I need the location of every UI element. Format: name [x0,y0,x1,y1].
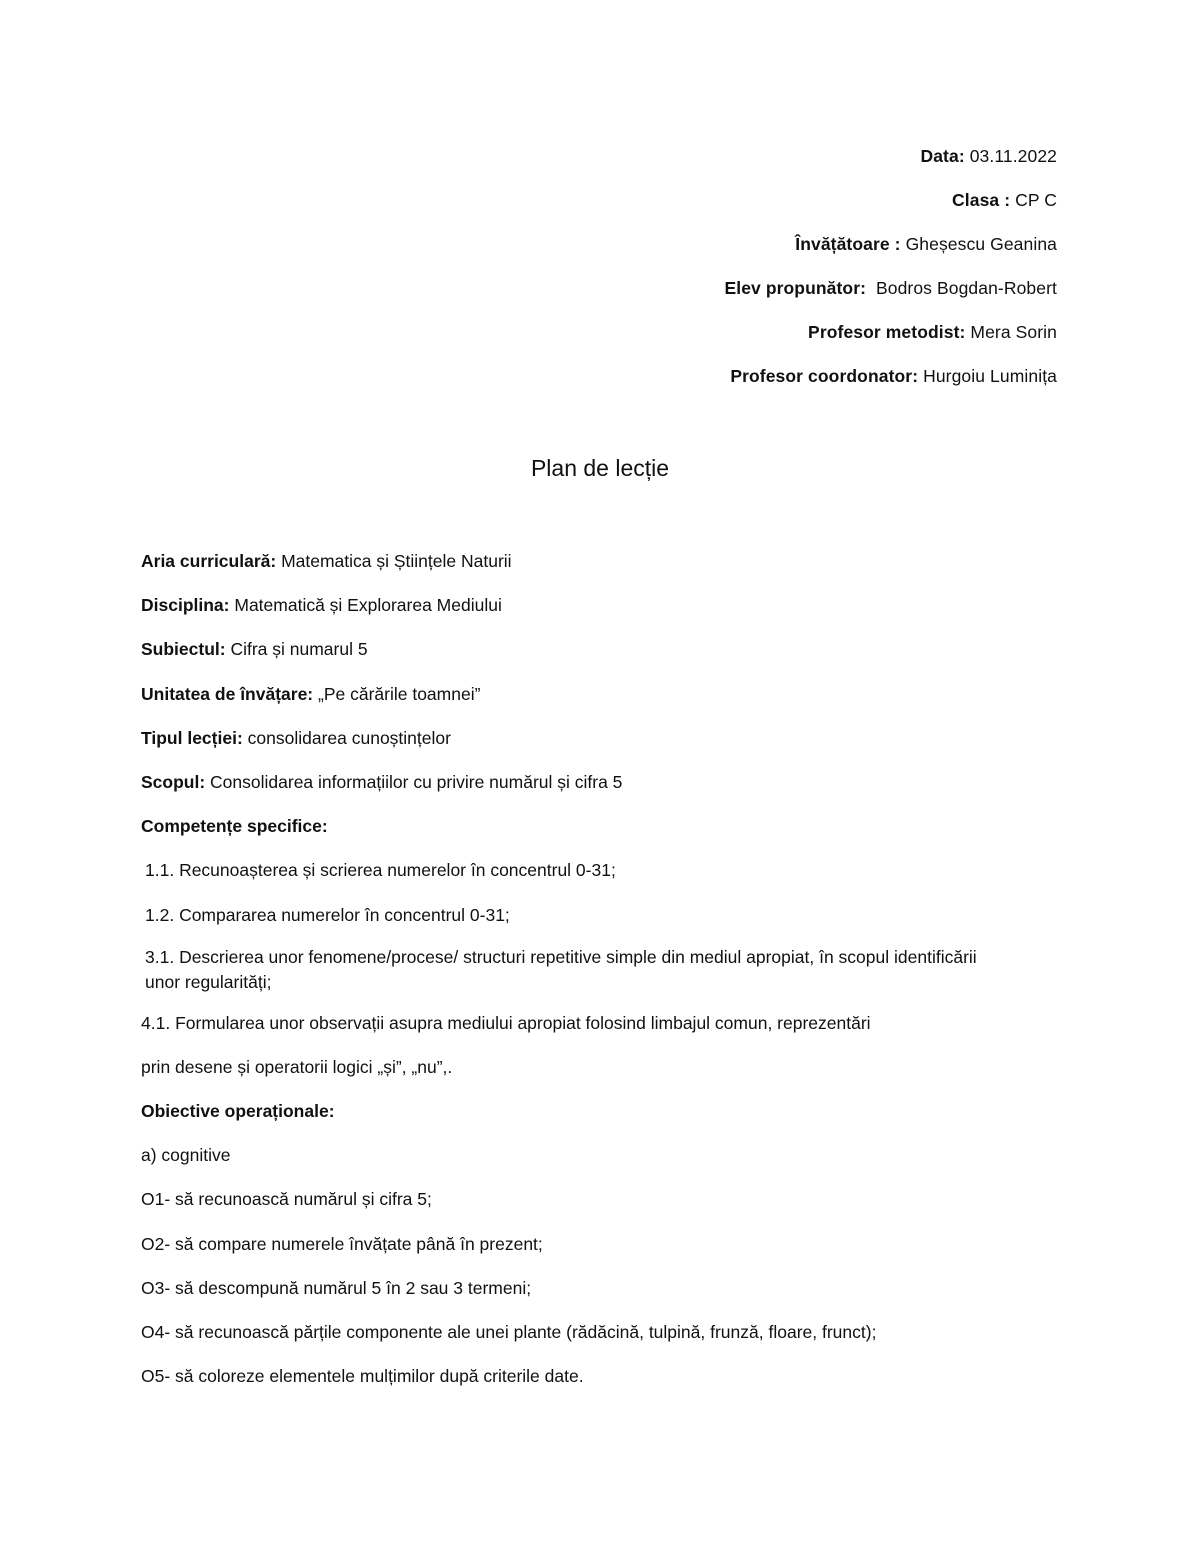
class-value: CP C [1010,190,1057,210]
objective-text: - să recunoască numărul și cifra 5; [164,1189,432,1210]
objective-text: - să recunoască părțile componente ale unei plante (rădăcină, tulpină, frunză, floare, frunct); [164,1322,877,1342]
lesson-type-value: consolidarea cunoștințelor [242,727,451,748]
objectives-heading: Obiective operaționale: [141,1101,335,1122]
methodist-label: Profesor metodist: [808,322,966,342]
coordinator-line [724,362,1057,390]
objective-item [141,1274,1021,1302]
coordinator-label: Profesor coordonator: [730,366,919,386]
student-line [724,274,1057,302]
competence-text: Recunoașterea și scrierea numerelor în concentrul 0-31; [174,860,616,881]
discipline-value: Matematică și Explorarea Mediului [229,595,502,616]
document-title: Plan de lecție [530,455,670,481]
student-label: Elev propunător: [724,278,867,298]
objective-code: O3 [141,1277,165,1298]
objective-text: - să compare numerele învățate până în prezent; [164,1233,543,1254]
discipline-line [141,591,1021,619]
date-label: Data: [920,146,965,166]
date-value: 03.11.2022 [964,146,1057,166]
objective-code: O4 [141,1322,165,1342]
methodist-value: Mera Sorin [965,322,1057,342]
date-line [724,142,1057,170]
objective-text: - să descompună numărul 5 în 2 sau 3 termeni; [164,1277,532,1298]
competence-number: 3.1. [145,946,175,967]
objective-item [141,1318,1021,1346]
objective-item [141,1230,1021,1258]
objective-text: - să coloreze elementele mulțimilor după criterile date. [164,1366,584,1387]
objective-item [141,1185,1021,1213]
objective-code: O5 [141,1366,165,1387]
learning-unit-value: „Pe cărările toamnei” [313,683,481,704]
competence-item [141,901,1021,929]
curricular-area-line [141,547,1021,575]
discipline-label: Disciplina: [141,595,230,616]
competence-continuation: prin desene și operatorii logici „și”, „nu”,. [141,1056,453,1077]
competence-text: Descrierea unor fenomene/procese/ structuri repetitive simple din mediul apropiat, în scopul identificării unor regularități; [145,946,977,992]
lesson-details [141,547,1021,1406]
competence-number: 4.1. [141,1012,171,1033]
class-line [724,186,1057,214]
competence-text: Formularea unor observații asupra mediului apropiat folosind limbajul comun, reprezentări [170,1012,871,1033]
purpose-line [141,768,1021,796]
class-label: Clasa : [952,190,1011,210]
curricular-area-label: Aria curriculară: [141,551,277,571]
methodist-line [724,318,1057,346]
objective-code: O2 [141,1233,165,1254]
teacher-label: Învățătoare : [795,234,901,254]
objective-item [141,1362,1021,1390]
lesson-type-line [141,724,1021,752]
teacher-value: Gheșescu Geanina [900,234,1057,254]
subject-value: Cifra și numarul 5 [225,639,368,660]
competence-item [141,856,1021,884]
subject-label: Subiectul: [141,639,226,660]
competence-text: Compararea numerelor în concentrul 0-31; [174,904,510,925]
competence-number: 1.2. [145,904,175,925]
purpose-value: Consolidarea informațiilor cu privire numărul și cifra 5 [205,771,623,792]
objectives-subheading: a) cognitive [141,1145,231,1166]
learning-unit-line [141,680,1021,708]
teacher-line [724,230,1057,258]
objective-code: O1 [141,1189,165,1210]
competence-item [141,945,1015,995]
competences-heading: Competențe specifice: [141,816,328,837]
subject-line [141,635,1021,663]
competence-number: 1.1. [145,860,175,881]
lesson-type-label: Tipul lecției: [141,727,243,748]
header-info [724,142,1057,406]
competence-item [141,1009,1021,1037]
coordinator-value: Hurgoiu Luminița [918,366,1057,386]
purpose-label: Scopul: [141,771,206,792]
student-value: Bodros Bogdan-Robert [866,278,1057,298]
curricular-area-value: Matematica și Științele Naturii [276,551,512,571]
learning-unit-label: Unitatea de învățare: [141,683,314,704]
